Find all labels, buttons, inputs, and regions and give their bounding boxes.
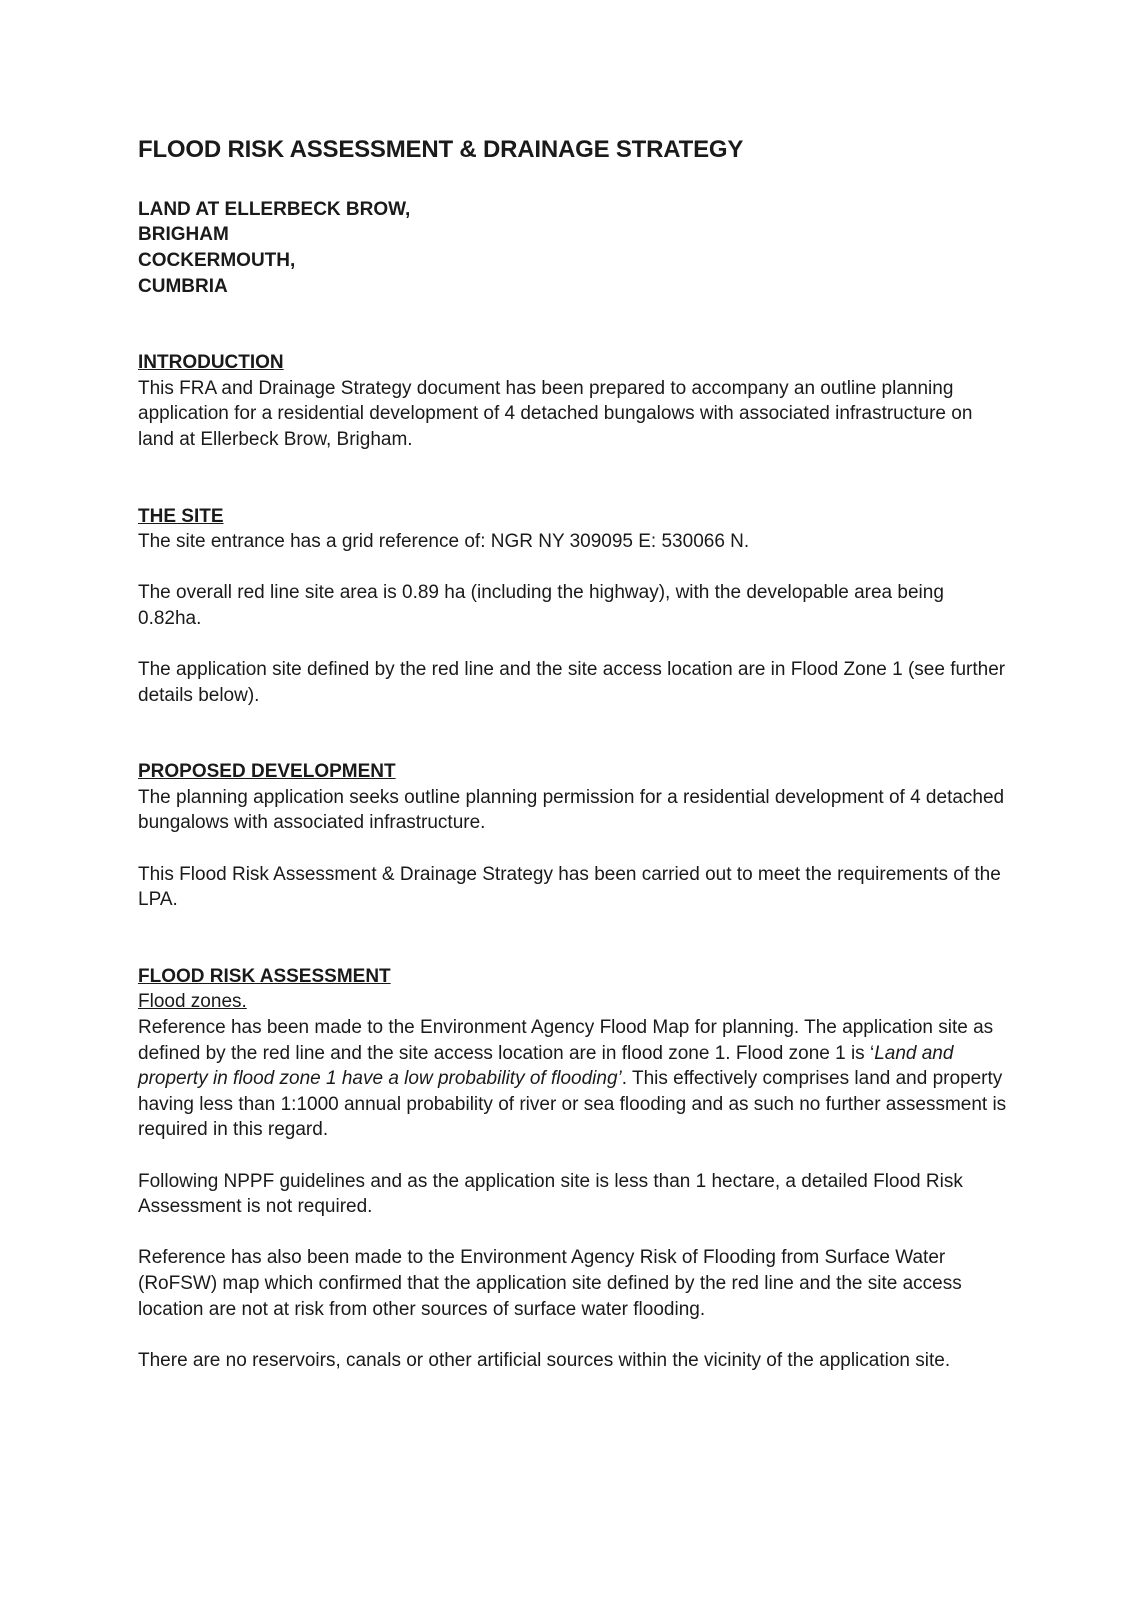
flood-zone-quote: Land and property in flood zone 1 have a low probability of flooding’ — [138, 1042, 954, 1090]
introduction-paragraph: This FRA and Drainage Strategy document has been prepared to accompany an outline planning application for a residential development of 4 detached bungalows with associated infrastructure on land at Ellerbeck Brow, Brigham. — [138, 377, 973, 450]
document-page — [138, 136, 1008, 1424]
document-title: FLOOD RISK ASSESSMENT & DRAINAGE STRATEGY — [138, 136, 744, 163]
introduction-heading: INTRODUCTION — [138, 352, 284, 374]
address-line: BRIGHAM — [138, 224, 229, 246]
flood-risk-heading: FLOOD RISK ASSESSMENT — [138, 965, 391, 987]
reservoirs-paragraph: There are no reservoirs, canals or other artificial sources within the vicinity of the application site. — [138, 1349, 951, 1371]
proposed-development-paragraph: The planning application seeks outline planning permission for a residential development of 4 detached bungalows with associated infrastructure. — [138, 786, 1005, 834]
flood-risk-section — [138, 964, 1008, 1374]
flood-zone-paragraph — [138, 1015, 1008, 1143]
site-flood-zone-paragraph: The application site defined by the red line and the site access location are in Flood Zone 1 (see further details below). — [138, 659, 1006, 706]
site-area-paragraph: The overall red line site area is 0.89 ha (including the highway), with the developable area being 0.82ha. — [138, 582, 944, 629]
nppf-paragraph: Following NPPF guidelines and as the application site is less than 1 hectare, a detailed Flood Risk Assessment is not required. — [138, 1170, 963, 1218]
address-line: COCKERMOUTH, — [138, 249, 296, 271]
flood-zone-text-continued: . This effectively comprises land and property having less than 1:1000 annual probability of river or sea flooding and as such no further assessment is required in this regard. — [138, 1068, 1007, 1141]
proposed-requirements-paragraph: This Flood Risk Assessment & Drainage Strategy has been carried out to meet the requirements of the LPA. — [138, 863, 1001, 911]
proposed-development-section — [138, 759, 1008, 913]
site-heading: THE SITE — [138, 505, 224, 527]
site-grid-reference: The site entrance has a grid reference of: NGR NY 309095 E: 530066 N. — [138, 531, 750, 553]
flood-zone-text: Reference has been made to the Environment Agency Flood Map for planning. The application site as defined by the red line and the site access location are in flood zone 1. Flood zone 1 is ‘ — [138, 1017, 994, 1064]
address-line: LAND AT ELLERBECK BROW, — [138, 198, 411, 220]
proposed-development-heading: PROPOSED DEVELOPMENT — [138, 761, 396, 783]
address-line: CUMBRIA — [138, 275, 228, 297]
introduction-section — [138, 350, 1008, 452]
surface-water-paragraph: Reference has also been made to the Environment Agency Risk of Flooding from Surface Water (RoFSW) map which confirmed that the application site defined by the red line and the site access location are not at risk from other sources of surface water flooding. — [138, 1247, 962, 1320]
flood-zones-subheading: Flood zones. — [138, 991, 247, 1013]
site-section — [138, 504, 1008, 709]
site-address — [138, 197, 1008, 299]
